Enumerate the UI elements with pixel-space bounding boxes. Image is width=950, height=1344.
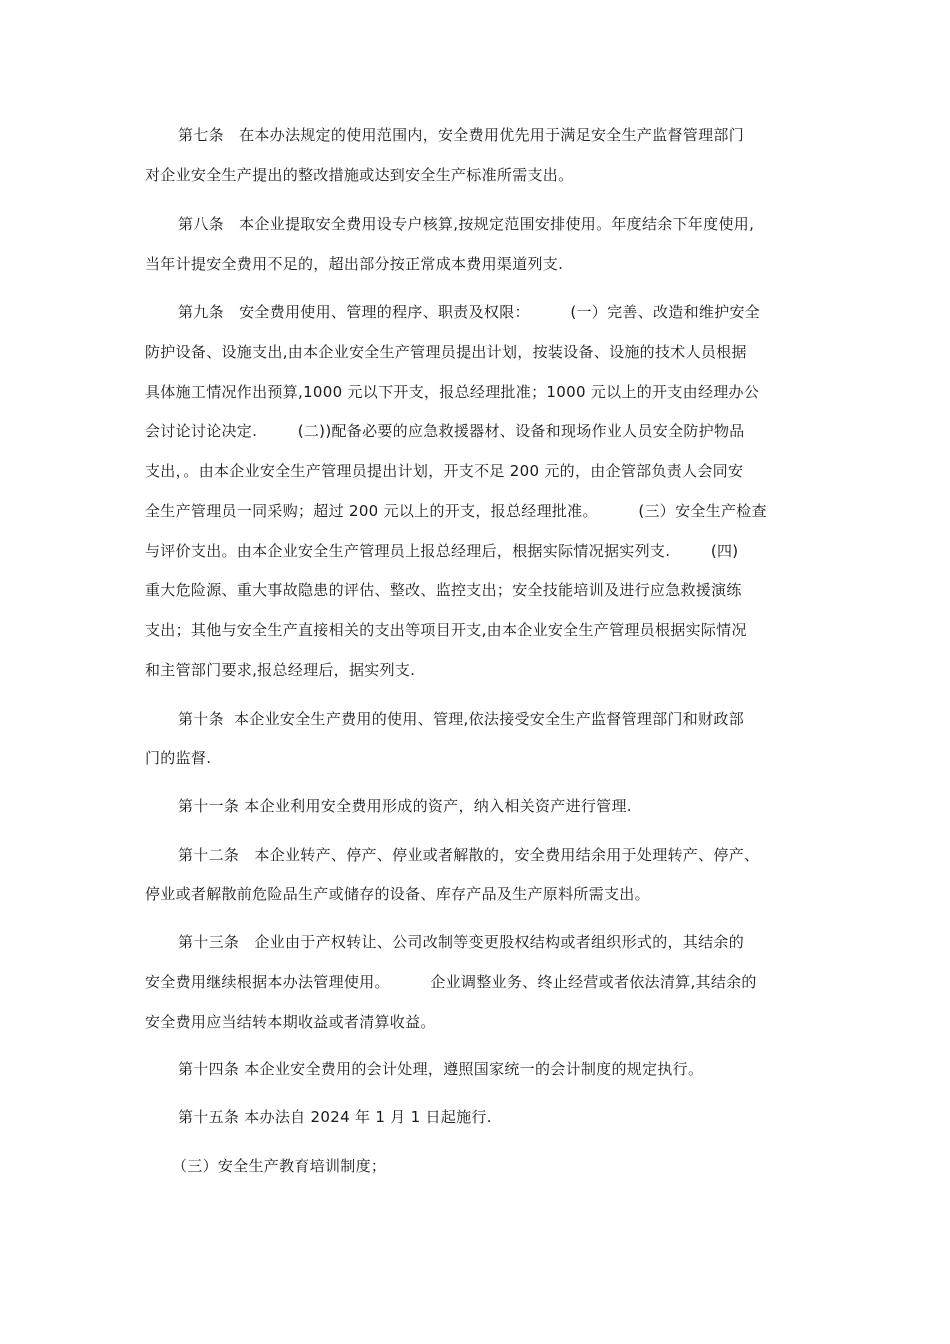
article-13-line-2: 安全费用继续根据本办法管理使用。 企业调整业务、终止经营或者依法清算,其结余的 xyxy=(145,973,757,991)
section-heading-3-line-1: （三）安全生产教育培训制度； xyxy=(172,1157,387,1175)
article-9-line-8: 重大危险源、重大事故隐患的评估、整改、监控支出；安全技能培训及进行应急救援演练 xyxy=(145,581,742,599)
article-10-line-1: 第十条 本企业安全生产费用的使用、管理,依法接受安全生产监督管理部门和财政部 xyxy=(178,710,745,728)
article-9-line-6: 全生产管理员一同采购；超过 200 元以上的开支，报总经理批准。 (三）安全生产检查 xyxy=(145,502,767,520)
article-9-line-1: 第九条 安全费用使用、管理的程序、职责及权限： (一）完善、改造和维护安全 xyxy=(178,303,761,321)
article-15-line-1: 第十五条 本办法自 2024 年 1 月 1 日起施行. xyxy=(178,1108,492,1126)
article-13-line-1: 第十三条 企业由于产权转让、公司改制等变更股权结构或者组织形式的，其结余的 xyxy=(178,933,745,951)
article-11-line-1: 第十一条 本企业利用安全费用形成的资产，纳入相关资产进行管理. xyxy=(178,797,632,815)
article-12-line-1: 第十二条 本企业转产、停产、停业或者解散的，安全费用结余用于处理转产、停产、 xyxy=(178,846,760,864)
article-8-line-1: 第八条 本企业提取安全费用设专户核算,按规定范围安排使用。年度结余下年度使用, xyxy=(178,215,755,233)
article-9-line-5: 支出，。由本企业安全生产管理员提出计划，开支不足 200 元的，由企管部负责人会同安 xyxy=(145,462,744,480)
article-7-line-1: 第七条 在本办法规定的使用范围内，安全费用优先用于满足安全生产监督管理部门 xyxy=(178,126,745,144)
article-9-line-4: 会讨论讨论决定. (二))配备必要的应急救援器材、设备和现场作业人员安全防护物品 xyxy=(145,422,745,440)
article-9-line-7: 与评价支出。由本企业安全生产管理员上报总经理后，根据实际情况据实列支. (四) xyxy=(145,542,739,560)
article-9-line-3: 具体施工情况作出预算,1000 元以下开支，报总经理批准；1000 元以上的开支由经理办公 xyxy=(145,383,760,401)
article-13-line-3: 安全费用应当结转本期收益或者清算收益。 xyxy=(145,1013,436,1031)
article-9-line-9: 支出；其他与安全生产直接相关的支出等项目开支,由本企业安全生产管理员根据实际情况 xyxy=(145,621,747,639)
article-10-line-2: 门的监督. xyxy=(145,749,212,767)
article-14-line-1: 第十四条 本企业安全费用的会计处理，遵照国家统一的会计制度的规定执行。 xyxy=(178,1060,704,1078)
article-9-line-2: 防护设备、设施支出,由本企业安全生产管理员提出计划，按装设备、设施的技术人员根据 xyxy=(145,343,747,361)
article-12-line-2: 停业或者解散前危险品生产或储存的设备、库存产品及生产原料所需支出。 xyxy=(145,885,650,903)
article-9-line-10: 和主管部门要求,报总经理后，据实列支. xyxy=(145,661,416,679)
article-8-line-2: 当年计提安全费用不足的，超出部分按正常成本费用渠道列支. xyxy=(145,255,564,273)
article-7-line-2: 对企业安全生产提出的整改措施或达到安全生产标准所需支出。 xyxy=(145,166,574,184)
